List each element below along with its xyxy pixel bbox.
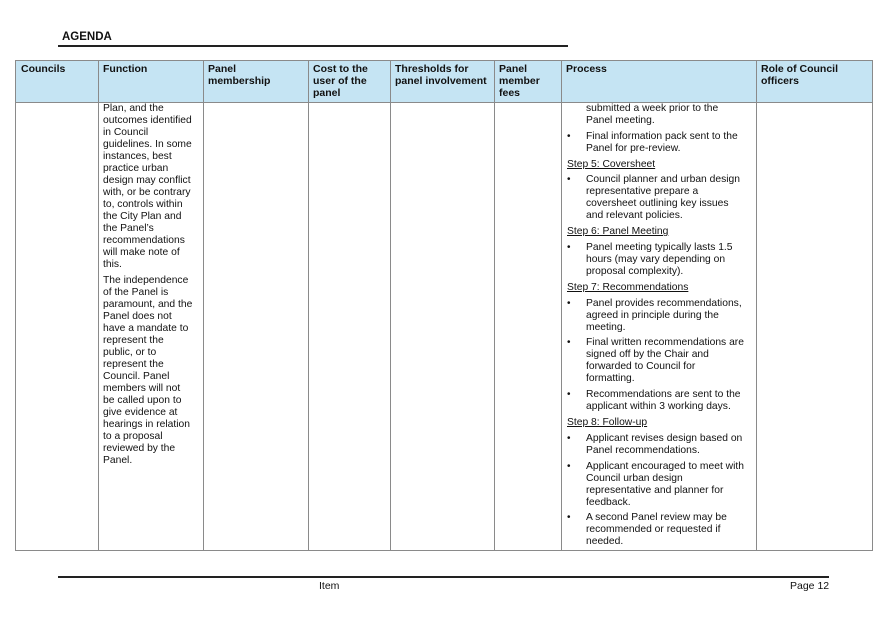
process-step-heading: Step 7: Recommendations (567, 281, 689, 293)
column-header-panel-membership: membership (208, 75, 271, 87)
heading-divider (58, 45, 568, 47)
function-text-line: members will not (103, 383, 181, 394)
bullet-icon: • (567, 460, 571, 472)
column-divider (390, 61, 391, 550)
function-text-line: represent the (103, 359, 164, 370)
process-text-line: representative and planner for (586, 484, 724, 496)
column-header-thresholds: panel involvement (395, 75, 487, 87)
process-text-line: Panel meeting typically lasts 1.5 (586, 242, 733, 253)
process-text-line: submitted a week prior to the (586, 103, 719, 114)
process-text-line: Applicant revises design based on (586, 432, 743, 444)
process-text-line: signed off by the Chair and (586, 349, 709, 361)
process-text-line: agreed in principle during the (586, 309, 719, 321)
footer-divider (58, 576, 829, 578)
column-header-fees: Panel (499, 63, 528, 75)
column-header-panel-membership: Panel (208, 63, 237, 75)
process-text-line: recommended or requested if (586, 524, 721, 536)
footer-item-label: Item (319, 580, 340, 592)
process-text-line: Final information pack sent to the (586, 130, 738, 142)
function-text-line: to, controls within (103, 199, 183, 210)
process-text-line: applicant within 3 working days. (586, 401, 731, 413)
process-step-heading: Step 6: Panel Meeting (567, 226, 669, 238)
bullet-icon: • (567, 432, 571, 444)
function-text-line: represent the (103, 335, 164, 346)
function-text-line: The independence (103, 275, 189, 286)
agenda-heading: AGENDA (62, 31, 112, 43)
column-header-fees: fees (499, 87, 521, 99)
function-text-line: the Panel’s (103, 223, 154, 234)
bullet-icon: • (567, 297, 571, 309)
function-text-line: be called upon to (103, 395, 182, 406)
process-text-line: coversheet outlining key issues (586, 198, 729, 210)
bullet-icon: • (567, 512, 571, 524)
process-text-line: meeting. (586, 321, 626, 333)
function-text-line: in Council (103, 127, 149, 138)
process-text-line: Panel recommendations. (586, 444, 700, 456)
process-text-line: hours (may vary depending on (586, 254, 726, 265)
function-text-line: design may conflict (103, 175, 191, 186)
column-header-role: Role of Council (761, 63, 838, 75)
function-text-line: public, or to (103, 347, 157, 358)
function-text-line: will make note of (103, 247, 180, 258)
function-text-line: outcomes identified (103, 115, 192, 126)
function-text-line: this. (103, 259, 122, 270)
bullet-icon: • (567, 174, 571, 186)
process-text-line: Applicant encouraged to meet with (586, 460, 744, 472)
function-text-line: guidelines. In some (103, 139, 192, 150)
column-header-process: Process (566, 63, 607, 75)
footer-page-number: Page 12 (790, 580, 830, 592)
process-text-line: formatting. (586, 373, 635, 385)
column-header-cost: user of the (313, 75, 367, 87)
bullet-icon: • (567, 242, 571, 253)
process-text-line: Final written recommendations are (586, 337, 744, 349)
process-text-line: representative prepare a (586, 186, 699, 198)
function-text-line: Panel does not (103, 311, 172, 322)
column-header-councils: Councils (21, 63, 66, 75)
bullet-icon: • (567, 130, 571, 142)
column-header-cost: panel (313, 87, 341, 99)
bullet-icon: • (567, 337, 571, 349)
function-text-line: Plan, and the (103, 103, 164, 114)
column-divider (308, 61, 309, 550)
function-text-line: Council. Panel (103, 371, 170, 382)
function-text-line: have a mandate to (103, 323, 189, 334)
process-text-line: Council planner and urban design (586, 174, 740, 186)
column-header-fees: member (499, 75, 540, 87)
process-text-line: Recommendations are sent to the (586, 389, 741, 401)
process-step-heading: Step 8: Follow-up (567, 417, 648, 428)
function-text-line: give evidence at (103, 407, 178, 418)
column-header-role: officers (761, 75, 799, 87)
column-header-cost: Cost to the (313, 63, 368, 75)
process-text-line: and relevant policies. (586, 210, 683, 222)
process-text-line: forwarded to Council for (586, 361, 696, 373)
function-text-line: of the Panel is (103, 287, 169, 298)
process-text-line: feedback. (586, 496, 631, 508)
process-text-line: Council urban design (586, 472, 683, 484)
column-divider (203, 61, 204, 550)
councils-table (15, 60, 873, 551)
function-text-line: Panel. (103, 455, 133, 466)
function-text-line: paramount, and the (103, 299, 193, 310)
column-header-thresholds: Thresholds for (395, 63, 469, 75)
process-text-line: needed. (586, 536, 624, 548)
function-text-line: with, or be contrary (103, 187, 191, 198)
process-text-line: Panel provides recommendations, (586, 297, 742, 309)
process-step-heading: Step 5: Coversheet (567, 158, 656, 170)
function-text-line: instances, best (103, 151, 172, 162)
process-text-line: Panel for pre-review. (586, 142, 681, 154)
bullet-icon: • (567, 389, 571, 401)
column-divider (494, 61, 495, 550)
column-divider (561, 61, 562, 550)
column-divider (756, 61, 757, 550)
column-divider (98, 61, 99, 550)
function-text-line: hearings in relation (103, 419, 191, 430)
function-text-line: to a proposal (103, 431, 163, 442)
process-text-line: Panel meeting. (586, 115, 655, 126)
function-text-line: reviewed by the (103, 443, 176, 454)
function-text-line: the City Plan and (103, 211, 182, 222)
function-text-line: practice urban (103, 163, 169, 174)
process-text-line: proposal complexity). (586, 266, 684, 277)
function-text-line: recommendations (103, 235, 185, 246)
column-header-function: Function (103, 63, 148, 75)
process-text-line: A second Panel review may be (586, 512, 727, 524)
